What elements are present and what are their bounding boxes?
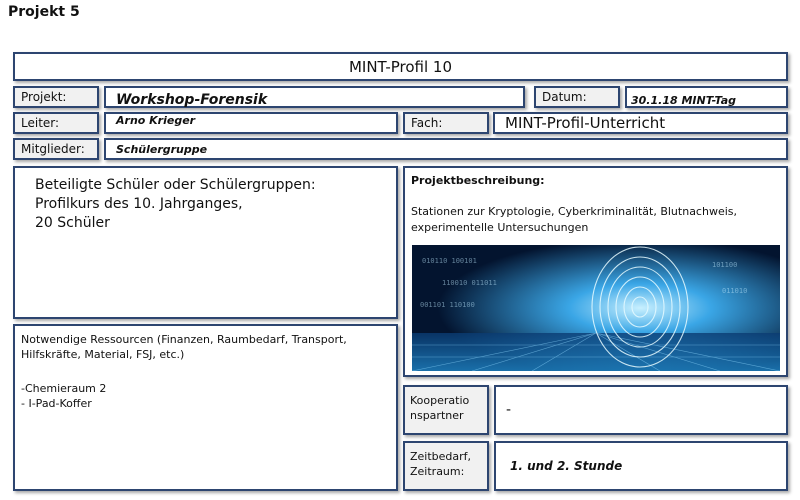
mitglieder-label-text: Mitglieder: xyxy=(21,142,85,156)
kooperation-field xyxy=(494,385,788,435)
fach-field xyxy=(493,112,788,134)
leiter-value: Arno Krieger xyxy=(116,114,196,127)
mitglieder-field xyxy=(104,138,788,160)
projekt-value: Workshop-Forensik xyxy=(116,92,268,108)
description-heading: Projektbeschreibung: xyxy=(411,174,545,187)
fach-label-text: Fach: xyxy=(411,116,443,130)
svg-text:001101 110100: 001101 110100 xyxy=(420,301,475,309)
participants-text: Beteiligte Schüler oder Schülergruppen: Profilkurs des 10. Jahrganges, 20 Schüler xyxy=(35,177,316,231)
description-text: Stationen zur Kryptologie, Cyberkriminalität, Blutnachweis, experimentelle Untersuchungen xyxy=(411,205,737,234)
datum-label-text: Datum: xyxy=(542,90,587,104)
svg-text:011010: 011010 xyxy=(722,287,748,295)
fach-label xyxy=(403,112,489,134)
kooperation-label-text: Kooperatio nspartner xyxy=(410,394,470,422)
projekt-label-text: Projekt: xyxy=(21,90,67,104)
fingerprint-digital-image xyxy=(412,245,780,371)
leiter-label xyxy=(13,112,99,134)
datum-field xyxy=(625,86,788,108)
leiter-field xyxy=(104,112,398,134)
zeitbedarf-label-text: Zeitbedarf, Zeitraum: xyxy=(410,450,472,478)
zeitbedarf-field xyxy=(494,441,788,491)
form-title-text: MINT-Profil 10 xyxy=(348,57,453,76)
resources-box xyxy=(13,324,398,491)
zeitbedarf-value: 1. und 2. Stunde xyxy=(510,459,623,473)
form-title xyxy=(13,52,788,81)
resources-list xyxy=(21,381,106,411)
projekt-field xyxy=(104,86,525,108)
svg-text:101100: 101100 xyxy=(712,261,738,269)
fach-value: MINT-Profil-Unterricht xyxy=(505,114,666,132)
leiter-label-text: Leiter: xyxy=(21,116,60,130)
projekt-label xyxy=(13,86,99,108)
svg-text:110010 011011: 110010 011011 xyxy=(442,279,497,287)
mitglieder-label xyxy=(13,138,99,160)
zeitbedarf-label xyxy=(403,441,489,491)
participants-box xyxy=(13,166,398,319)
datum-value: 30.1.18 MINT-Tag xyxy=(631,93,737,107)
kooperation-value: - xyxy=(506,402,512,418)
mitglieder-value: Schülergruppe xyxy=(116,142,208,156)
resources-heading: Notwendige Ressourcen (Finanzen, Raumbedarf, Transport, Hilfskräfte, Material, FSJ, etc.) xyxy=(21,333,347,361)
svg-text:010110 100101: 010110 100101 xyxy=(422,257,477,265)
resource-item: -Chemieraum 2 xyxy=(21,382,107,395)
kooperation-label xyxy=(403,385,489,435)
page-heading: Projekt 5 xyxy=(8,4,80,20)
datum-label xyxy=(534,86,620,108)
resource-item: - I-Pad-Koffer xyxy=(21,397,92,410)
